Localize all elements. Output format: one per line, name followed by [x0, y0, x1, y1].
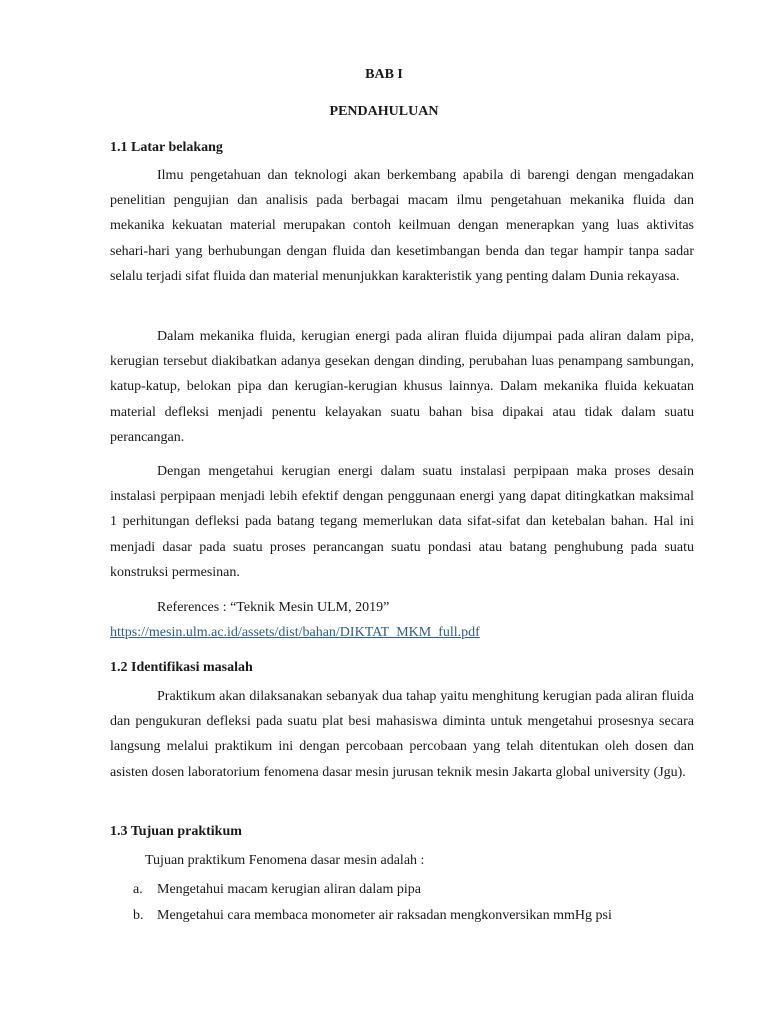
paragraph-latar-belakang-2: Dalam mekanika fluida, kerugian energi pada aliran fluida dijumpai pada aliran dalam pipa, kerugian tersebut diakibatkan adanya gesekan dengan dinding, perubahan luas penampang sambungan, katup-katup, belokan pipa dan kerugian-kerugian khusus lainnya. Dalam mekanika fluida kekuatan material defleksi menjadi penentu kelayakan suatu bahan bisa dipakai atau tidak dalam suatu perancangan. [110, 329, 694, 445]
paragraph-latar-belakang-1: Ilmu pengetahuan dan teknologi akan berkembang apabila di barengi dengan mengadakan penelitian pengujian dan analisis pada berbagai macam ilmu pengetahuan mekanika fluida dan mekanika kekuatan material merupakan contoh keilmuan dengan menerapkan yang luas aktivitas sehari-hari yang berhubungan dengan fluida dan kesetimbangan benda dan tegar hampir tanpa sadar selalu terjadi sifat fluida dan material menunjukkan karakteristik yang penting dalam Dunia rekayasa. [110, 168, 694, 284]
section-heading-identifikasi-masalah: 1.2 Identifikasi masalah [110, 660, 253, 675]
list-item: Mengetahui macam kerugian aliran dalam pipa [157, 882, 421, 897]
section-heading-latar-belakang: 1.1 Latar belakang [110, 140, 223, 155]
paragraph-latar-belakang-3: Dengan mengetahui kerugian energi dalam suatu instalasi perpipaan maka proses desain instalasi perpipaan menjadi lebih efektif dengan penggunaan energi yang dapat ditingkatkan maksimal 1 perhitungan defleksi pada batang tegang memerlukan data sifat-sifat dan ketebalan bahan. Hal ini menjadi dasar pada suatu proses perancangan suatu pondasi atau batang penghubung pada suatu konstruksi permesinan. [110, 464, 694, 580]
tujuan-intro: Tujuan praktikum Fenomena dasar mesin adalah : [145, 853, 425, 868]
list-marker: b. [133, 908, 144, 923]
chapter-number: BAB I [365, 67, 403, 82]
section-heading-tujuan-praktikum: 1.3 Tujuan praktikum [110, 824, 242, 839]
list-marker: a. [133, 882, 143, 897]
chapter-title: PENDAHULUAN [329, 104, 439, 119]
paragraph-identifikasi-masalah: Praktikum akan dilaksanakan sebanyak dua tahap yaitu menghitung kerugian pada aliran fluida dan pengukuran defleksi pada suatu plat besi mahasiswa diminta untuk mengetahui prosesnya secara langsung melalui praktikum ini dengan percobaan percobaan yang telah ditentukan oleh dosen dan asisten dosen laboratorium fenomena dasar mesin jurusan teknik mesin Jakarta global university (Jgu). [110, 689, 694, 780]
reference-text: References : “Teknik Mesin ULM, 2019” [157, 600, 390, 615]
list-item: Mengetahui cara membaca monometer air raksadan mengkonversikan mmHg psi [157, 908, 612, 923]
reference-link[interactable]: https://mesin.ulm.ac.id/assets/dist/bahan/DIKTAT_MKM_full.pdf [110, 625, 480, 640]
